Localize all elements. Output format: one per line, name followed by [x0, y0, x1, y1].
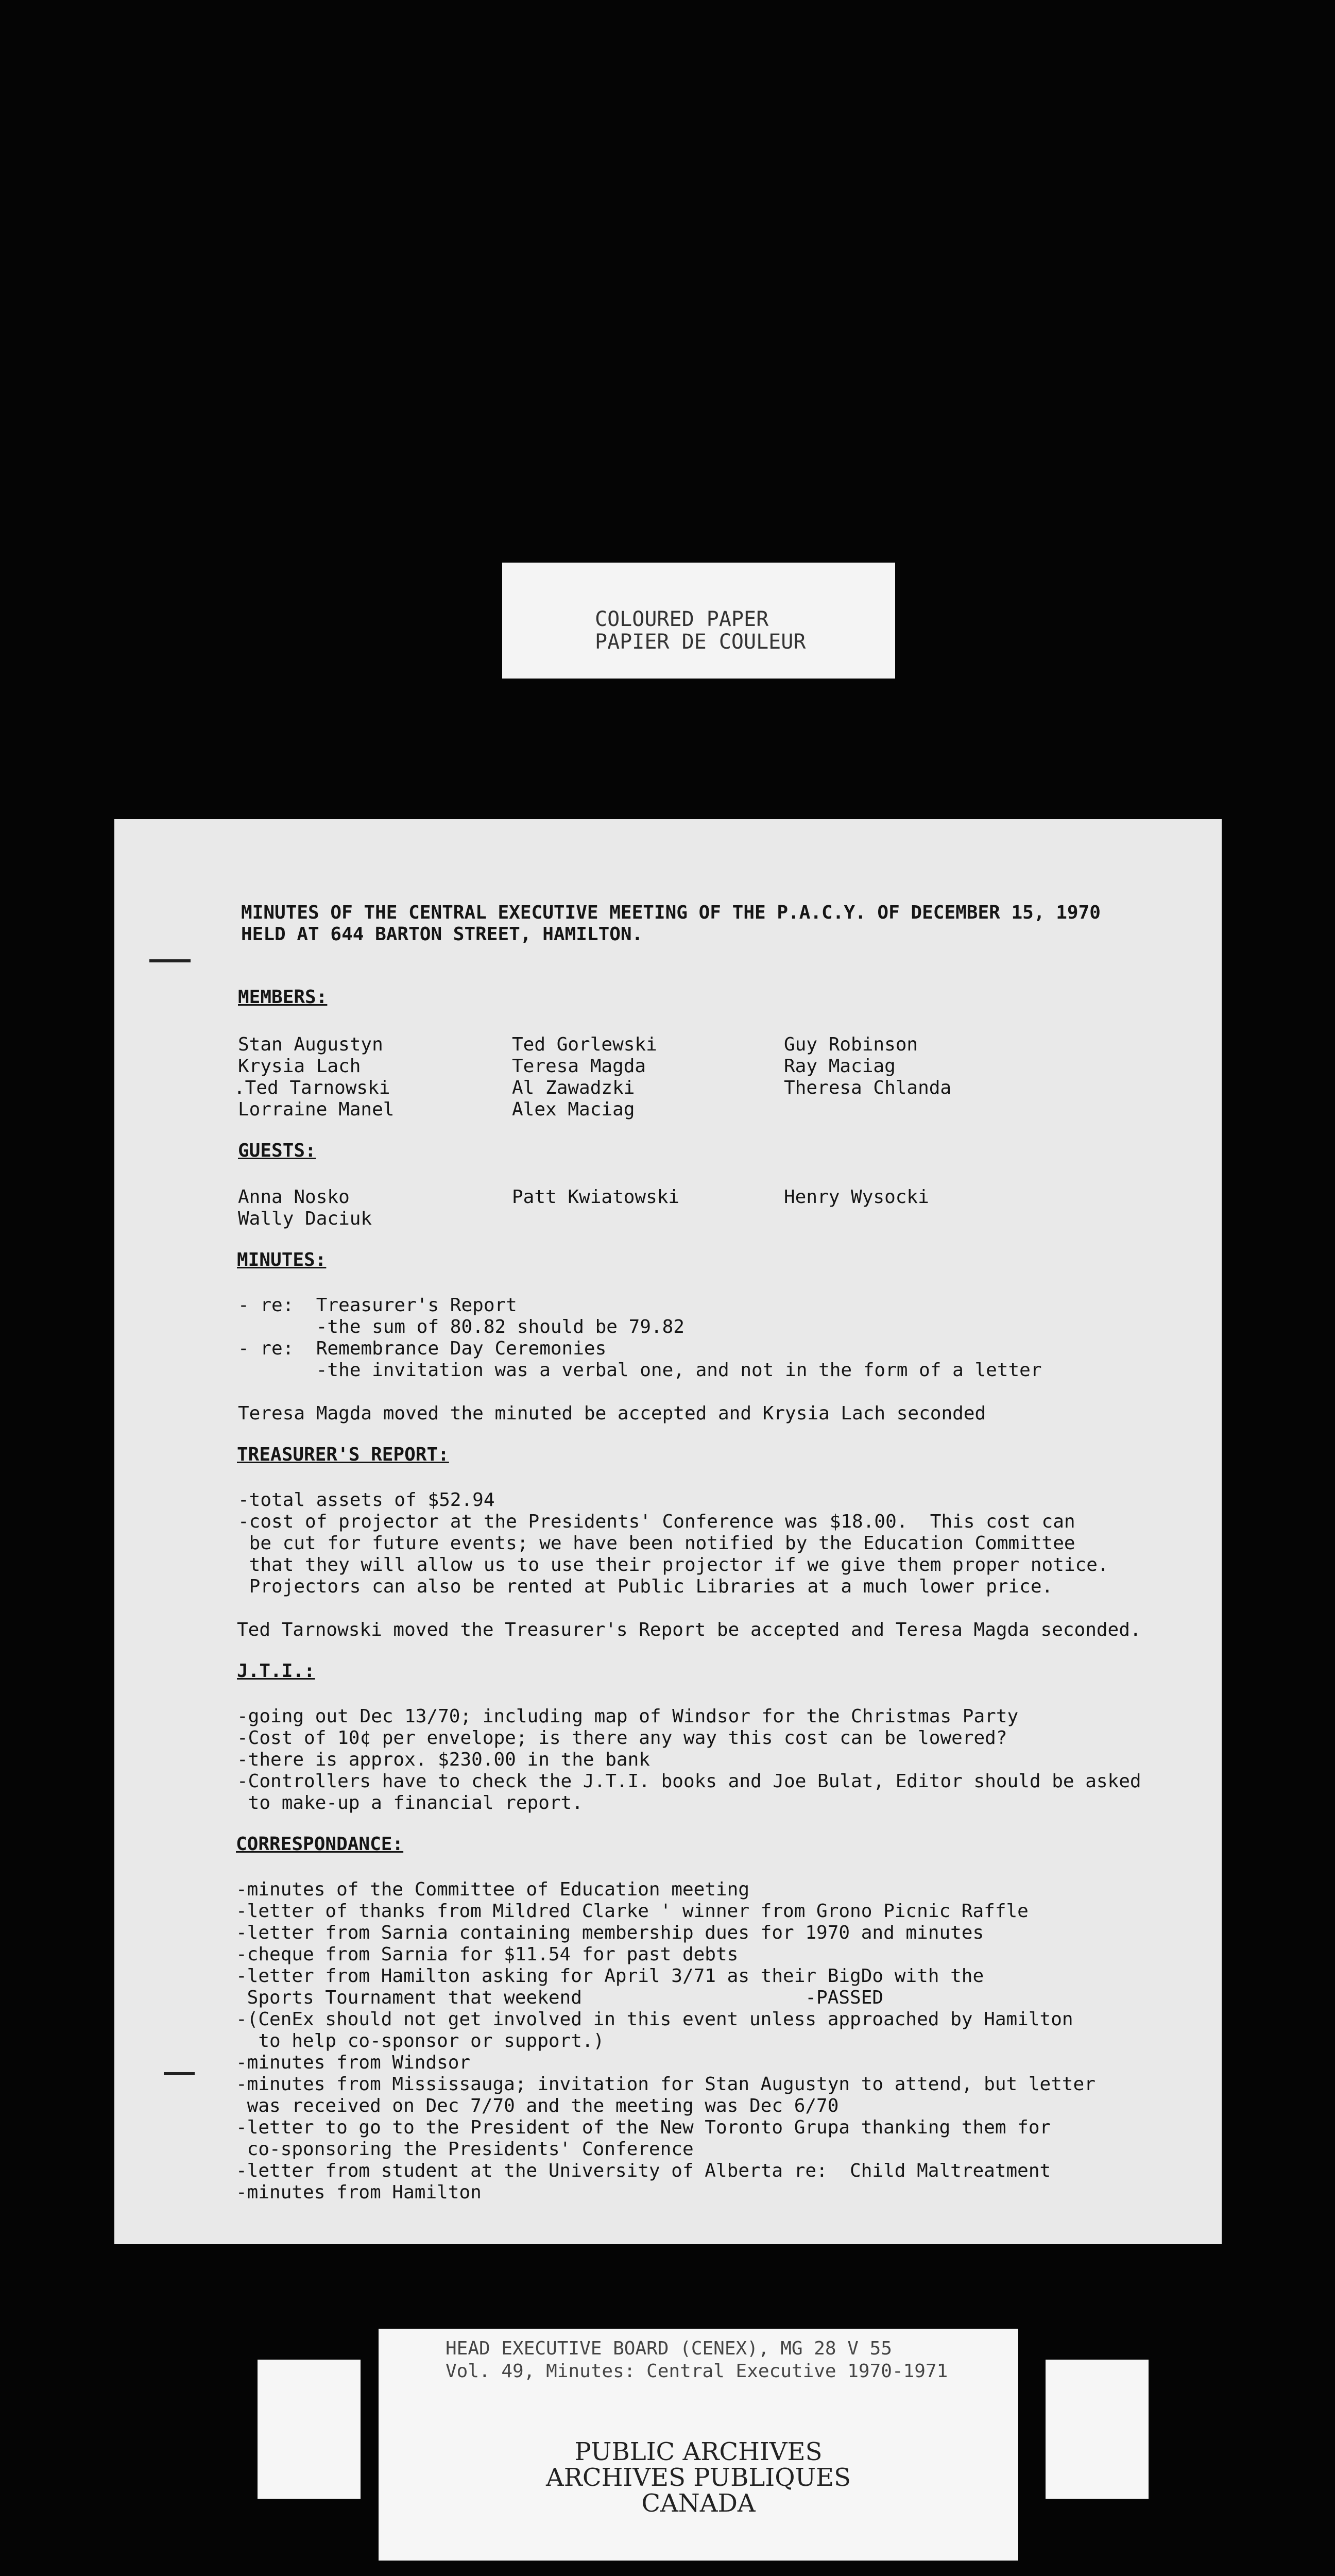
- archive-reference-line1: HEAD EXECUTIVE BOARD (CENEX), MG 28 V 55: [446, 2338, 892, 2359]
- correspondance-line: -cheque from Sarnia for $11.54 for past debts: [236, 1944, 739, 1965]
- correspondance-line: -minutes from Windsor: [236, 2052, 471, 2073]
- member-name: Alex Maciag: [512, 1099, 635, 1120]
- correspondance-line: -minutes from Mississauga; invitation for Stan Augustyn to attend, but letter: [236, 2074, 1096, 2095]
- treasurer-motion: Ted Tarnowski moved the Treasurer's Report be accepted and Teresa Magda seconded.: [237, 1619, 1141, 1640]
- guest-name: Wally Daciuk: [238, 1208, 372, 1229]
- document-subtitle: HELD AT 644 BARTON STREET, HAMILTON.: [241, 924, 643, 945]
- member-name: Ray Maciag: [784, 1056, 896, 1077]
- member-name: Stan Augustyn: [238, 1034, 383, 1055]
- margin-mark: [149, 959, 191, 962]
- guest-name: Henry Wysocki: [784, 1187, 929, 1208]
- margin-mark: [164, 2072, 195, 2075]
- correspondance-line: -minutes from Hamilton: [236, 2182, 482, 2203]
- jti-line: -Cost of 10¢ per envelope; is there any way this cost can be lowered?: [237, 1727, 1007, 1749]
- member-name: Lorraine Manel: [238, 1099, 395, 1120]
- document-title: MINUTES OF THE CENTRAL EXECUTIVE MEETING OF THE P.A.C.Y. OF DECEMBER 15, 1970: [241, 902, 1101, 923]
- treasurer-line: Projectors can also be rented at Public Libraries at a much lower price.: [238, 1576, 1053, 1597]
- minutes-line: -the sum of 80.82 should be 79.82: [238, 1316, 684, 1337]
- correspondance-line: -letter of thanks from Mildred Clarke ' winner from Grono Picnic Raffle: [236, 1901, 1029, 1922]
- minutes-heading: MINUTES:: [237, 1249, 327, 1270]
- correspondance-heading: CORRESPONDANCE:: [236, 1834, 404, 1855]
- card-side-right: [1046, 2360, 1149, 2499]
- archives-name-fr: ARCHIVES PUBLIQUES: [546, 2463, 851, 2492]
- correspondance-line: -letter from Sarnia containing membership dues for 1970 and minutes: [236, 1922, 984, 1943]
- correspondance-line: -letter to go to the President of the New Toronto Grupa thanking them for: [236, 2117, 1051, 2138]
- member-name: Krysia Lach: [238, 1056, 361, 1077]
- label-line-en: COLOURED PAPER: [595, 607, 769, 631]
- member-name: Ted Gorlewski: [512, 1034, 657, 1055]
- archives-name-country: CANADA: [641, 2489, 756, 2518]
- treasurer-line: that they will allow us to use their projector if we give them proper notice.: [238, 1554, 1109, 1575]
- minutes-line: -the invitation was a verbal one, and not in the form of a letter: [238, 1360, 1042, 1381]
- minutes-line: - re: Remembrance Day Ceremonies: [238, 1338, 607, 1359]
- treasurer-line: be cut for future events; we have been notified by the Education Committee: [238, 1533, 1075, 1554]
- jti-line: to make-up a financial report.: [237, 1792, 583, 1814]
- correspondance-line: to help co-sponsor or support.): [236, 2030, 605, 2052]
- minutes-document: [114, 819, 1222, 2244]
- guest-name: Anna Nosko: [238, 1187, 350, 1208]
- correspondance-line: -letter from student at the University of Alberta re: Child Maltreatment: [236, 2160, 1051, 2181]
- member-name: Guy Robinson: [784, 1034, 918, 1055]
- label-line-fr: PAPIER DE COULEUR: [595, 630, 806, 654]
- archive-card: [379, 2329, 1018, 2561]
- members-heading: MEMBERS:: [238, 987, 328, 1008]
- treasurer-heading: TREASURER'S REPORT:: [237, 1444, 449, 1465]
- jti-line: -going out Dec 13/70; including map of Windsor for the Christmas Party: [237, 1706, 1019, 1727]
- correspondance-line: -minutes of the Committee of Education meeting: [236, 1879, 749, 1900]
- member-name: Al Zawadzki: [512, 1077, 635, 1098]
- guests-heading: GUESTS:: [238, 1140, 316, 1161]
- treasurer-line: -total assets of $52.94: [238, 1489, 495, 1511]
- treasurer-line: -cost of projector at the Presidents' Conference was $18.00. This cost can: [238, 1511, 1075, 1532]
- jti-line: -Controllers have to check the J.T.I. books and Joe Bulat, Editor should be asked: [237, 1771, 1141, 1792]
- correspondance-line: co-sponsoring the Presidents' Conference: [236, 2139, 694, 2160]
- archives-name-en: PUBLIC ARCHIVES: [574, 2437, 823, 2466]
- correspondance-line: was received on Dec 7/70 and the meeting was Dec 6/70: [236, 2095, 839, 2116]
- correspondance-line: -letter from Hamilton asking for April 3/71 as their BigDo with the: [236, 1965, 984, 1987]
- jti-heading: J.T.I.:: [237, 1660, 315, 1682]
- correspondance-line: -(CenEx should not get involved in this event unless approached by Hamilton: [236, 2009, 1073, 2030]
- jti-line: -there is approx. $230.00 in the bank: [237, 1749, 650, 1770]
- card-side-left: [258, 2360, 361, 2499]
- guest-name: Patt Kwiatowski: [512, 1187, 680, 1208]
- minutes-line: - re: Treasurer's Report: [238, 1295, 517, 1316]
- correspondance-line: Sports Tournament that weekend -PASSED: [236, 1987, 884, 2008]
- minutes-motion: Teresa Magda moved the minuted be accepted and Krysia Lach seconded: [238, 1403, 986, 1424]
- member-name: Teresa Magda: [512, 1056, 646, 1077]
- archive-reference-line2: Vol. 49, Minutes: Central Executive 1970-1971: [446, 2361, 948, 2382]
- member-name: .Ted Tarnowski: [234, 1077, 390, 1098]
- coloured-paper-label: [502, 563, 895, 679]
- member-name: Theresa Chlanda: [784, 1077, 952, 1098]
